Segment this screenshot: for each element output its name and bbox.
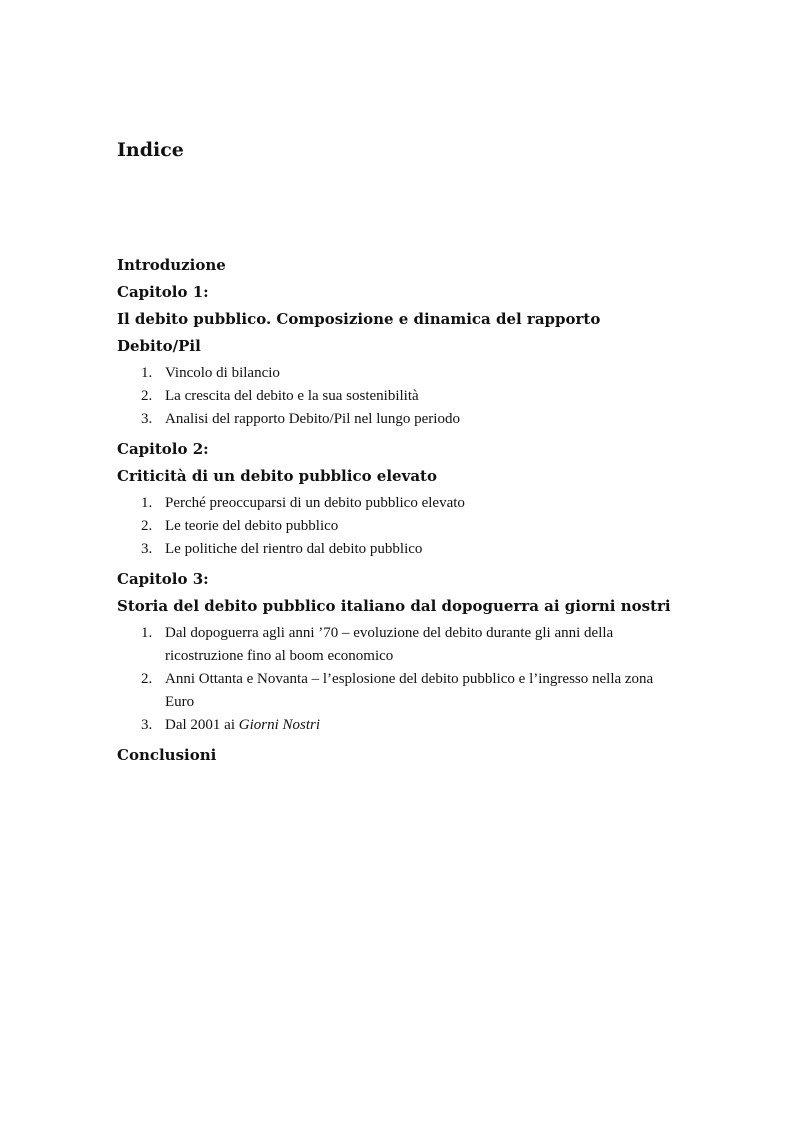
chapter-2-sections: [117, 492, 677, 561]
list-item: [117, 362, 677, 385]
item-text: Analisi del rapporto Debito/Pil nel lungo periodo: [165, 411, 460, 427]
list-item: [117, 492, 677, 515]
item-text-italic: Giorni Nostri: [238, 717, 321, 733]
item-number: 1.: [141, 365, 153, 381]
chapter-3-title: Storia del debito pubblico italiano dal dopoguerra ai giorni nostri: [117, 597, 671, 615]
chapter-3-sections: [117, 622, 677, 737]
item-number: 3.: [141, 541, 153, 557]
toc-conclusion: Conclusioni: [117, 746, 217, 764]
table-of-contents: [117, 252, 677, 769]
item-number: 1.: [141, 495, 153, 511]
item-text-plain: Dal 2001 ai: [165, 717, 239, 733]
item-text: Vincolo di bilancio: [165, 365, 280, 381]
item-text: Le politiche del rientro dal debito pubblico: [165, 541, 423, 557]
item-text: Perché preoccuparsi di un debito pubblico elevato: [165, 495, 465, 511]
item-text: Anni Ottanta e Novanta – l’esplosione del debito pubblico e l’ingresso nella zona Euro: [165, 671, 654, 710]
item-number: 2.: [141, 671, 153, 687]
item-text: La crescita del debito e la sua sostenibilità: [165, 388, 419, 404]
item-text: Le teorie del debito pubblico: [165, 518, 339, 534]
item-text: [165, 714, 677, 737]
list-item: [117, 714, 677, 737]
list-item: [117, 385, 677, 408]
chapter-2-title: Criticità di un debito pubblico elevato: [117, 467, 437, 485]
list-item: [117, 515, 677, 538]
item-text: Dal dopoguerra agli anni ’70 – evoluzione del debito durante gli anni della ricostruzione fino al boom economico: [165, 625, 614, 664]
item-number: 1.: [141, 625, 153, 641]
item-number: 2.: [141, 388, 153, 404]
chapter-1-title-continued: Debito/Pil: [117, 337, 201, 355]
chapter-1-title: Il debito pubblico. Composizione e dinamica del rapporto: [117, 310, 601, 328]
item-number: 2.: [141, 518, 153, 534]
chapter-1-sections: [117, 362, 677, 431]
list-item: [117, 408, 677, 431]
page-title: Indice: [117, 139, 184, 161]
list-item: [117, 668, 677, 714]
chapter-2-label: Capitolo 2:: [117, 440, 209, 458]
item-number: 3.: [141, 717, 153, 733]
chapter-1-label: Capitolo 1:: [117, 283, 209, 301]
list-item: [117, 538, 677, 561]
list-item: [117, 622, 677, 668]
chapter-3-label: Capitolo 3:: [117, 570, 209, 588]
item-number: 3.: [141, 411, 153, 427]
toc-introduction: Introduzione: [117, 256, 226, 274]
